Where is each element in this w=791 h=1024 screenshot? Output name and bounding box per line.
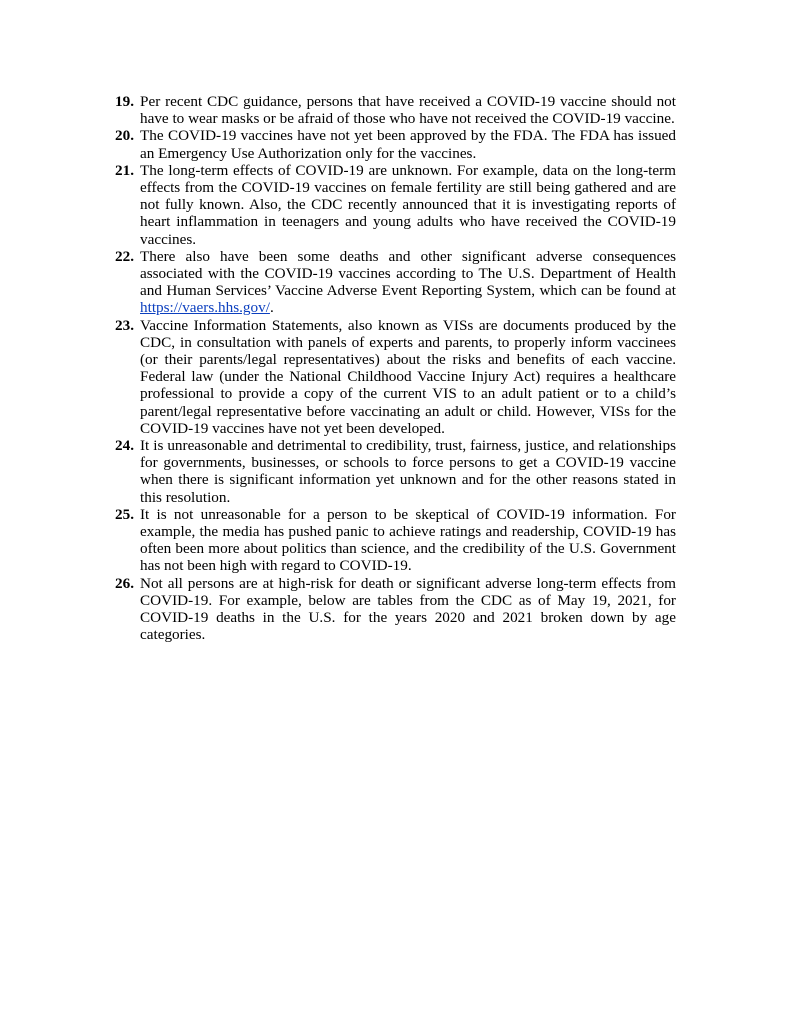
item-number: 24. [115, 437, 134, 455]
item-text: Not all persons are at high-risk for death or significant adverse long-term effects from COVID-19. For example, below are tables from the CDC as of May 19, 2021, for COVID-19 deaths in the U.S. for the years 2020 and 2021 broken down by age categories. [140, 574, 676, 644]
resolution-page [115, 93, 676, 644]
item-number: 25. [115, 505, 134, 523]
item-text: The COVID-19 vaccines have not yet been approved by the FDA. The FDA has issued an Emergency Use Authorization only for the vaccines. [140, 127, 676, 162]
item-text: Per recent CDC guidance, persons that have received a COVID-19 vaccine should not have to wear masks or be afraid of those who have not received the COVID-19 vaccine. [140, 93, 676, 128]
list-item-22 [115, 248, 676, 317]
list-item-20 [115, 127, 676, 161]
item-text: It is unreasonable and detrimental to credibility, trust, fairness, justice, and relationships for governments, businesses, or schools to force persons to get a COVID-19 vaccine when there is significant information yet unknown and for the other reasons stated in this resolution. [140, 437, 676, 506]
list-item-23 [115, 317, 676, 437]
item-number: 22. [115, 247, 134, 265]
item-number: 20. [115, 127, 134, 145]
item-number: 26. [115, 574, 134, 592]
item-number: 21. [115, 161, 134, 179]
vaers-link[interactable]: https://vaers.hhs.gov/ [140, 299, 270, 317]
list-item-25 [115, 506, 676, 575]
item-text: There also have been some deaths and other significant adverse consequences associated with the COVID-19 vaccines according to The U.S. Department of Health and Human Services’ Vaccine Adverse Event Reporting System, which can be found at [140, 247, 676, 300]
item-text-end: . [269, 299, 274, 317]
item-text: It is not unreasonable for a person to be skeptical of COVID-19 information. For example, the media has pushed panic to achieve ratings and readership, COVID-19 has often been more about politics than science, and the credibility of the U.S. Government has not been high with regard to COVID-19. [140, 505, 676, 575]
item-text: Vaccine Information Statements, also known as VISs are documents produced by the CDC, in consultation with panels of experts and parents, to properly inform vaccinees (or their parents/legal representatives) about the risks and benefits of each vaccine. Federal law (under the National Childhood Vaccine Injury Act) requires a healthcare professional to provide a copy of the current VIS to an adult patient or to a child’s parent/legal representative before vaccinating an adult or child. However, VISs for the COVID-19 vaccines have not yet been developed. [140, 316, 676, 437]
list-item-19 [115, 93, 676, 127]
list-item-26 [115, 575, 676, 644]
item-number: 19. [115, 93, 134, 110]
list-item-24 [115, 437, 676, 506]
list-item-21 [115, 162, 676, 248]
item-number: 23. [115, 316, 134, 334]
item-text: The long-term effects of COVID-19 are unknown. For example, data on the long-term effects from the COVID-19 vaccines on female fertility are still being gathered and are not fully known. Also, the CDC recently announced that it is investigating reports of heart inflammation in teenagers and young adults who have received the COVID-19 vaccines. [140, 161, 676, 248]
